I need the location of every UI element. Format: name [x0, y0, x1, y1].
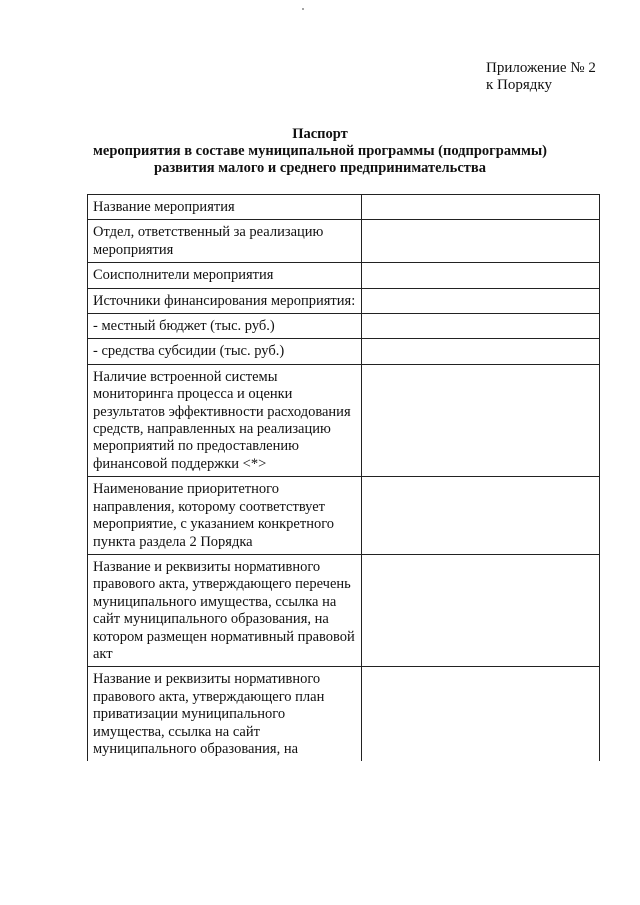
table-row	[88, 314, 600, 339]
appendix-number: Приложение № 2	[486, 60, 596, 76]
document-heading	[0, 126, 640, 177]
row-label: Наличие встроенной системы мониторинга процесса и оценки результатов эффективности расходования средств, направленных на реализацию мероприятий по предоставлению финансовой поддержки <*>	[88, 364, 362, 476]
row-label: - местный бюджет (тыс. руб.)	[88, 314, 362, 339]
row-label: Название и реквизиты нормативного правового акта, утверждающего перечень муниципального имущества, ссылка на сайт муниципального образования, на котором размещен нормативный правовой акт	[88, 554, 362, 666]
scan-speck	[302, 8, 304, 10]
table-row	[88, 195, 600, 220]
row-value	[362, 195, 600, 220]
table-row	[88, 554, 600, 666]
table-row	[88, 339, 600, 364]
document-title: Паспорт	[292, 126, 348, 142]
document-subtitle-line-2: развития малого и среднего предпринимательства	[154, 160, 486, 176]
table-row	[88, 667, 600, 762]
row-value	[362, 314, 600, 339]
row-label: Отдел, ответственный за реализацию мероприятия	[88, 220, 362, 263]
appendix-reference	[486, 60, 596, 94]
row-label: Соисполнители мероприятия	[88, 263, 362, 288]
row-value	[362, 364, 600, 476]
passport-table	[87, 194, 600, 761]
row-label: Наименование приоритетного направления, которому соответствует мероприятие, с указанием конкретного пункта раздела 2 Порядка	[88, 477, 362, 555]
table-row	[88, 263, 600, 288]
table-row	[88, 288, 600, 313]
row-value	[362, 554, 600, 666]
row-label: Источники финансирования мероприятия:	[88, 288, 362, 313]
table-row	[88, 220, 600, 263]
row-value	[362, 667, 600, 762]
document-subtitle-line-1: мероприятия в составе муниципальной программы (подпрограммы)	[93, 143, 547, 159]
row-label: Название мероприятия	[88, 195, 362, 220]
row-label: - средства субсидии (тыс. руб.)	[88, 339, 362, 364]
row-value	[362, 263, 600, 288]
row-value	[362, 477, 600, 555]
table-row	[88, 364, 600, 476]
row-label: Название и реквизиты нормативного правового акта, утверждающего план приватизации муниципального имущества, ссылка на сайт муниципального образования, на	[88, 667, 362, 762]
table-row	[88, 477, 600, 555]
row-value	[362, 220, 600, 263]
appendix-target: к Порядку	[486, 77, 552, 93]
row-value	[362, 339, 600, 364]
row-value	[362, 288, 600, 313]
